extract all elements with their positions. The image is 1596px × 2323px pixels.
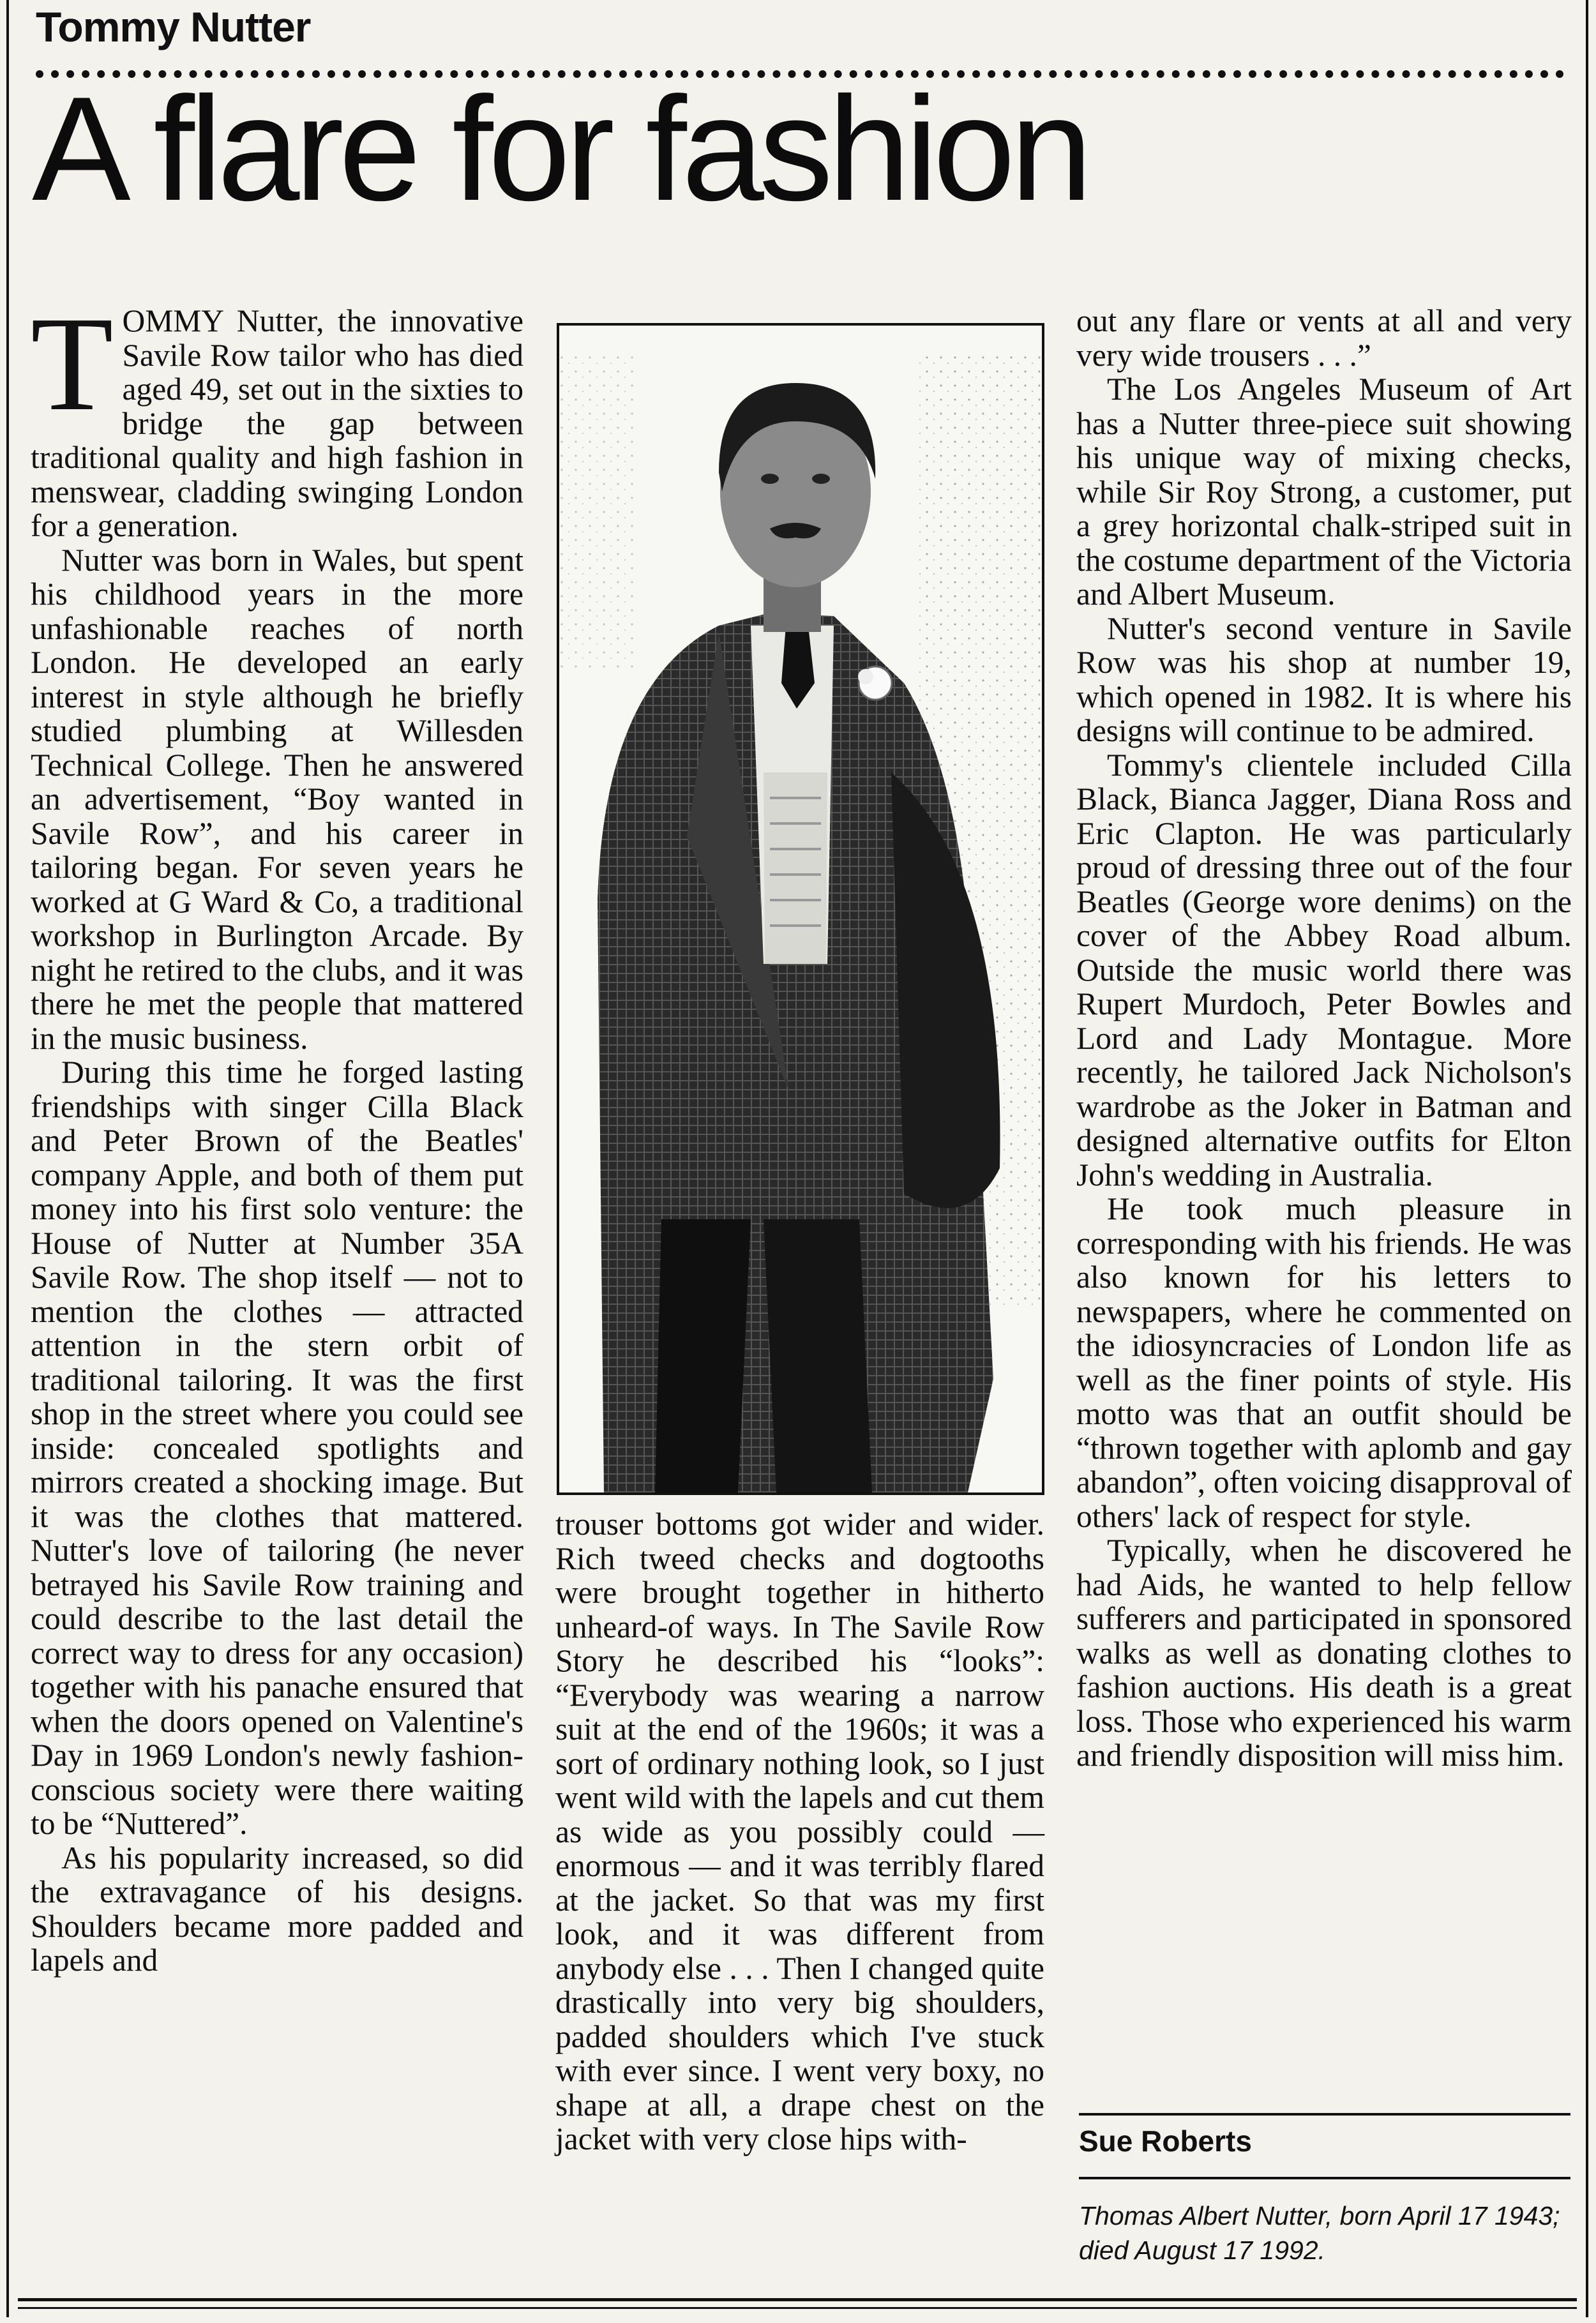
byline-rule-top <box>1079 2113 1570 2116</box>
article-paragraph: out any flare or vents at all and very very wide trousers . . .” <box>1076 303 1572 373</box>
article-paragraph: Nutter was born in Wales, but spent his childhood years in the more unfashionable reaches of north London. He developed an early interest in style although he briefly studied plumbing at Willesden Technical College. Then he answered an advertisement, “Boy wanted in Savile Row”, and his career in tailoring began. For seven years he worked at G Ward & Co, a traditional workshop in Burlington Arcade. By night he retired to the clubs, and it was there he met the people that mattered in the music business. <box>31 542 523 1056</box>
bottom-rule <box>18 2298 1577 2301</box>
article-paragraph: He took much pleasure in corresponding with his friends. He was also known for his letters to newspapers, where he commented on the idiosyncracies of London life as well as the finer points of style. His motto was that an outfit should be “thrown together with aplomb and gay abandon”, often voicing disapproval of others' lack of respect for style. <box>1076 1191 1572 1534</box>
drop-cap: T <box>31 289 114 439</box>
article-paragraph: During this time he forged lasting friendships with singer Cilla Black and Peter Brown of the Beatles' company Apple, and both of them put money into his first solo venture: the House of Nutter at Number 35A Savile Row. The shop itself — not to mention the clothes — attracted attention in the stern orbit of traditional tailoring. It was the first shop in the street where you could see inside: concealed spotlights and mirrors created a shocking image. But it was the clothes that mattered. Nutter's love of tailoring (he never betrayed his Savile Row training and could describe to the last detail the correct way to dress for any occasion) together with his panache ensured that when the doors opened on Valentine's Day in 1969 London's newly fashion-conscious society were there waiting to be “Nuttered”. <box>31 1055 523 1841</box>
article-column-2 <box>555 1507 1044 2156</box>
obituary-dates: Thomas Albert Nutter, born April 17 1943; died August 17 1992. <box>1079 2201 1560 2265</box>
kicker: Tommy Nutter <box>36 3 311 50</box>
article-paragraph <box>31 289 523 543</box>
portrait-illustration <box>559 326 1042 1492</box>
article-paragraph: Typically, when he discovered he had Aids, he wanted to help fellow sufferers and participated in sponsored walks as well as donating clothes to fashion auctions. His death is a great loss. Those who experienced his warm and friendly disposition will miss him. <box>1076 1533 1572 1773</box>
newspaper-clipping <box>6 0 1588 2317</box>
article-column-3 <box>1076 304 1572 1773</box>
article-paragraph: Tommy's clientele included Cilla Black, Bianca Jagger, Diana Ross and Eric Clapton. He was particularly proud of dressing three out of the four Beatles (George wore denims) on the cover of the Abbey Road album. Outside the music world there was Rupert Murdoch, Peter Bowles and Lord and Lady Montague. More recently, he tailored Jack Nicholson's wardrobe as the Joker in Batman and designed alternative outfits for Elton John's wedding in Australia. <box>1076 747 1572 1192</box>
headline: A flare for fashion <box>32 66 1088 232</box>
byline-rule-bottom <box>1079 2177 1570 2179</box>
bottom-rule-thin <box>18 2307 1577 2309</box>
article-paragraph: trouser bottoms got wider and wider. Rich tweed checks and dogtooths were brought together in hitherto unheard-of ways. In The Savile Row Story he described his “looks”: “Everybody was wearing a narrow suit at the end of the 1960s; it was a sort of ordinary nothing look, so I just went wild with the lapels and cut them as wide as you possibly could — enormous — and it was terribly flared at the jacket. So that was my first look, and it was different from anybody else . . . Then I changed quite drastically into very big shoulders, padded shoulders which I've stuck with ever since. I went very boxy, no shape at all, a drape chest on the jacket with very close hips with- <box>555 1507 1044 2156</box>
article-paragraph: The Los Angeles Museum of Art has a Nutter three-piece suit showing his unique way of mixing checks, while Sir Roy Strong, a customer, put a grey horizontal chalk-striped suit in the costume department of the Victoria and Albert Museum. <box>1076 372 1572 612</box>
paragraph-text: OMMY Nutter, the innovative Savile Row tailor who has died aged 49, set out in the sixties to bridge the gap between traditional quality and high fashion in menswear, cladding swinging London for a generation. <box>31 303 523 543</box>
portrait-photo <box>557 323 1044 1495</box>
article-paragraph: Nutter's second venture in Savile Row was his shop at number 19, which opened in 1982. It is where his designs will continue to be admired. <box>1076 610 1572 748</box>
article-column-1 <box>31 289 523 1978</box>
byline: Sue Roberts <box>1079 2124 1252 2158</box>
article-paragraph: As his popularity increased, so did the extravagance of his designs. Shoulders became more padded and lapels and <box>31 1840 523 1978</box>
